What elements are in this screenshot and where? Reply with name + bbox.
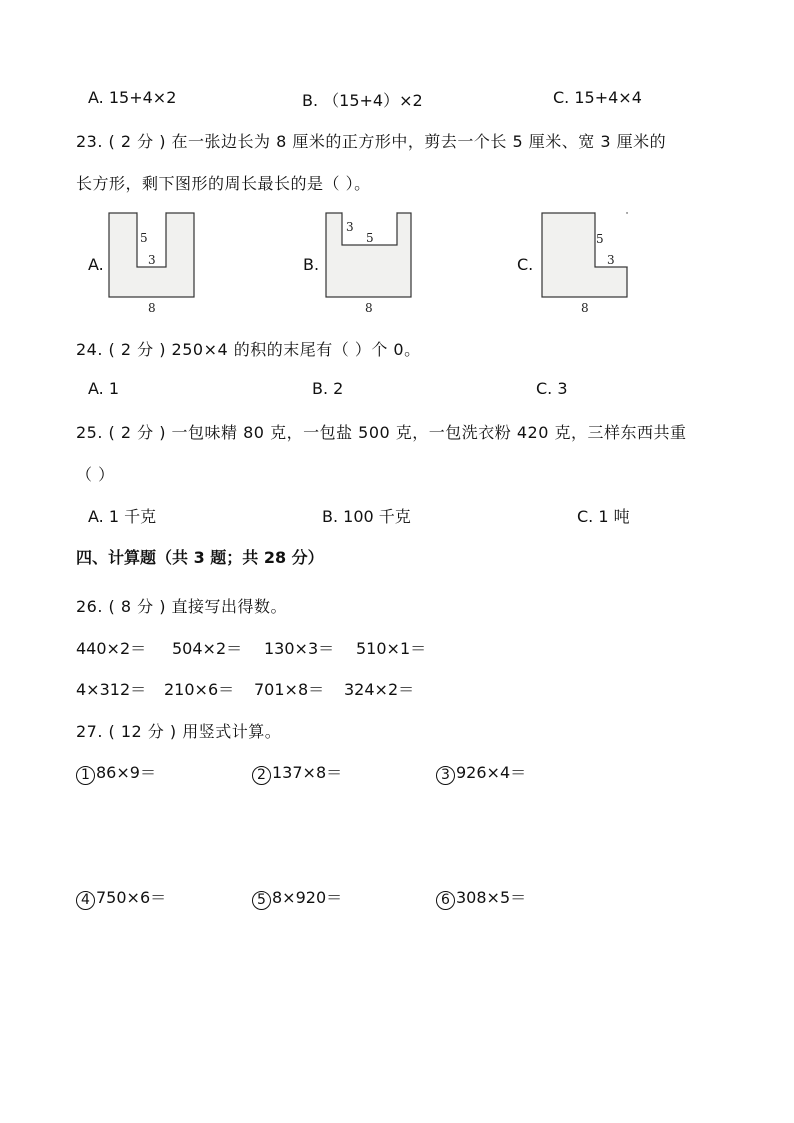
circled-number: 6 [436,891,455,910]
q24-option-b: B. 2 [312,379,344,398]
q27-expr: 137×8＝ [272,763,343,782]
q23-option-c-label: C. [517,255,534,274]
q23-option-b-label: B. [303,255,320,274]
q27-expr: 926×4＝ [456,763,527,782]
q27-expr: 8×920＝ [272,888,343,907]
fig-a-side: 8 [148,301,156,315]
circled-number: 3 [436,766,455,785]
q27-expr: 308×5＝ [456,888,527,907]
q26-item: 324×2＝ [344,680,415,699]
circled-number: 1 [76,766,95,785]
fig-c-wid: 3 [607,253,615,267]
q23-figure-b [325,212,415,316]
q23-figure-a [108,212,198,316]
q27-item-1 [76,760,156,785]
q25-text-line2: （ ） [76,465,115,484]
q27-item-4 [76,885,166,910]
q23-figure-c [541,212,631,316]
q27-item-6 [436,885,526,910]
q24-text: 24. ( 2 分 ) 250×4 的积的末尾有（ ）个 0。 [76,340,421,359]
q22-option-c: C. 15+4×4 [553,88,642,107]
q26-item: 504×2＝ [172,639,243,658]
q26-item: 510×1＝ [356,639,427,658]
q27-item-2 [252,760,342,785]
q23-text-line1: 23. ( 2 分 ) 在一张边长为 8 厘米的正方形中，剪去一个长 5 厘米、宽 3 厘米的 [76,132,667,151]
q24-option-a: A. 1 [88,379,120,398]
q22-option-b: B. （15+4）×2 [302,91,423,110]
q22-option-a: A. 15+4×2 [88,88,177,107]
q27-expr: 750×6＝ [96,888,167,907]
fig-b-len: 5 [366,231,374,245]
q26-text: 26. ( 8 分 ) 直接写出得数。 [76,597,288,616]
circled-number: 2 [252,766,271,785]
q23-text-line2: 长方形，剩下图形的周长最长的是（ ）。 [76,174,371,193]
q27-expr: 86×9＝ [96,763,156,782]
q23-option-a-label: A. [88,255,104,274]
q24-option-c: C. 3 [536,379,568,398]
fig-a-len: 5 [140,231,148,245]
circled-number: 5 [252,891,271,910]
fig-b-side: 8 [365,301,373,315]
q26-item: 4×312＝ [76,680,147,699]
q25-option-c: C. 1 吨 [577,507,630,526]
q27-item-5 [252,885,342,910]
fig-c-side: 8 [581,301,589,315]
fig-b-wid: 3 [346,220,354,234]
fig-c-len: 5 [596,232,604,246]
circled-number: 4 [76,891,95,910]
q25-option-b: B. 100 千克 [322,507,411,526]
section-4-title: 四、计算题（共 3 题；共 28 分） [76,548,324,567]
q25-option-a: A. 1 千克 [88,507,157,526]
q26-item: 210×6＝ [164,680,235,699]
q27-item-3 [436,760,526,785]
q26-item: 701×8＝ [254,680,325,699]
q27-text: 27. ( 12 分 ) 用竖式计算。 [76,722,282,741]
fig-a-wid: 3 [148,253,156,267]
q26-item: 130×3＝ [264,639,335,658]
q26-item: 440×2＝ [76,639,147,658]
q25-text-line1: 25. ( 2 分 ) 一包味精 80 克，一包盐 500 克，一包洗衣粉 420 克，三样东西共重 [76,423,687,442]
